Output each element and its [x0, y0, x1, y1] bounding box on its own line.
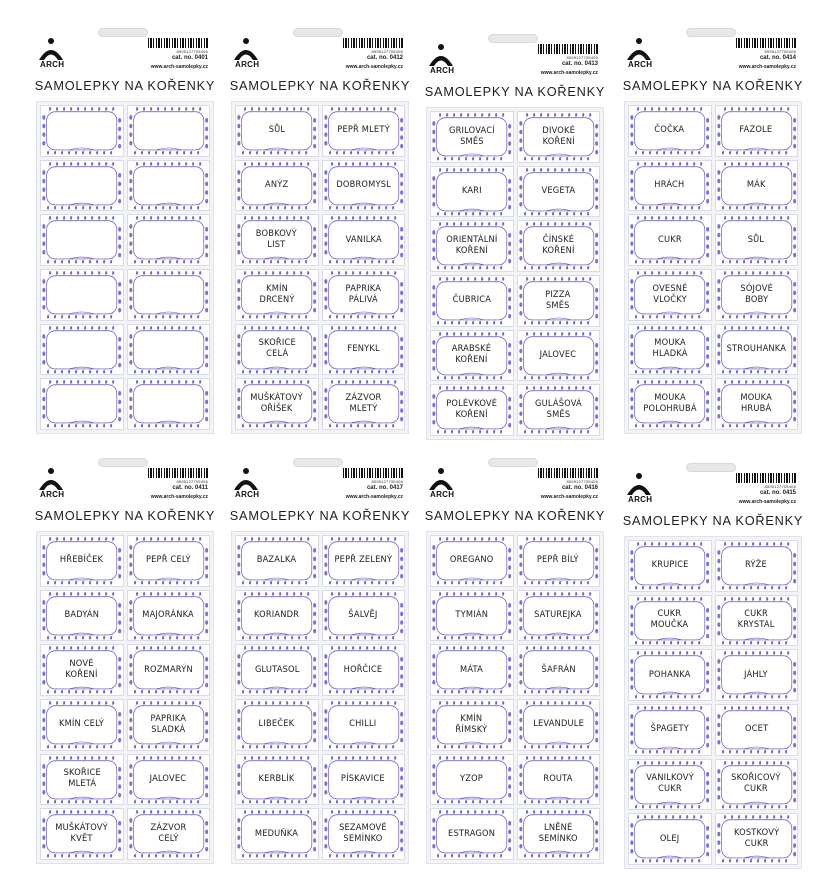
- spice-label: [715, 269, 799, 321]
- spice-label: [517, 754, 601, 806]
- barcode: [148, 468, 208, 478]
- spice-label: [517, 808, 601, 860]
- label-text: FAZOLE: [739, 125, 773, 136]
- spice-label: [430, 699, 514, 751]
- brand-name: ARCH: [430, 490, 455, 499]
- label-board: [624, 536, 802, 869]
- label-board: [426, 107, 604, 440]
- barcode-number: 8595127705406: [371, 479, 403, 484]
- label-text: ORIENTÁLNÍ KOŘENÍ: [446, 235, 498, 257]
- lavender-frame: [128, 270, 210, 320]
- label-text: CUKR: [657, 234, 682, 245]
- label-text: ARABSKÉ KOŘENÍ: [451, 344, 492, 366]
- sheet-title: SAMOLEPKY NA KOŘENKY: [229, 78, 411, 93]
- spice-label: [430, 166, 514, 218]
- spice-label: [235, 214, 319, 266]
- catalog-number: cat. no. 0401: [171, 55, 208, 61]
- spice-label: [322, 378, 406, 430]
- lavender-frame: [128, 106, 210, 156]
- hang-hole: [98, 458, 148, 467]
- label-text: KMÍN CELÝ: [59, 719, 105, 730]
- spice-label: [715, 324, 799, 376]
- label-text: KMÍN ŘÍMSKÝ: [455, 713, 488, 735]
- spice-label: [40, 214, 124, 266]
- spice-label: [517, 166, 601, 218]
- label-text: BAZALKA: [256, 555, 297, 566]
- hang-hole: [686, 28, 736, 37]
- spice-label: [40, 535, 124, 587]
- spice-label: [430, 275, 514, 327]
- spice-label: [235, 535, 319, 587]
- lavender-frame: [128, 325, 210, 375]
- lavender-frame: [41, 270, 123, 320]
- sticker-sheet: [618, 453, 808, 873]
- sheet-header: [225, 448, 415, 530]
- label-text: SÓJOVÉ BOBY: [739, 283, 773, 305]
- spice-label: [40, 378, 124, 430]
- label-text: VEGETA: [541, 185, 576, 196]
- barcode-number: 8595127705406: [371, 49, 403, 54]
- sheet-header: [618, 453, 808, 535]
- sticker-sheet: [420, 24, 610, 444]
- sheet-title: SAMOLEPKY NA KOŘENKY: [622, 513, 804, 528]
- label-text: JALOVEC: [539, 349, 577, 360]
- label-text: KOSTKOVÝ CUKR: [733, 828, 779, 850]
- label-text: OCET: [744, 724, 768, 735]
- barcode: [538, 468, 598, 478]
- lavender-frame: [41, 325, 123, 375]
- spice-label: [322, 214, 406, 266]
- sheet-title: SAMOLEPKY NA KOŘENKY: [34, 508, 216, 523]
- label-text: HOŘČICE: [343, 664, 383, 675]
- label-text: BADYÁN: [64, 609, 100, 620]
- spice-label: [715, 649, 799, 701]
- label-text: ČUBRICA: [452, 295, 491, 306]
- hang-hole: [488, 458, 538, 467]
- label-board: [231, 531, 409, 864]
- sticker-sheet: [30, 448, 220, 868]
- spice-label: [628, 160, 712, 212]
- sheet-header: [30, 18, 220, 100]
- brand-name: ARCH: [40, 490, 65, 499]
- label-board: [36, 531, 214, 864]
- spice-label: [235, 160, 319, 212]
- sheet-header: [618, 18, 808, 100]
- label-text: OREGANO: [449, 555, 494, 566]
- sheet-title: SAMOLEPKY NA KOŘENKY: [622, 78, 804, 93]
- label-text: GULÁŠOVÁ SMĚS: [534, 399, 582, 421]
- label-text: SATUREJKA: [534, 609, 583, 620]
- catalog-number: cat. no. 0411: [172, 485, 208, 491]
- spice-label: [430, 330, 514, 382]
- label-text: VANILKA: [345, 234, 382, 245]
- barcode: [736, 473, 796, 483]
- label-text: PEPŘ BÍLÝ: [537, 555, 580, 566]
- spice-label: [40, 590, 124, 642]
- spice-label: [127, 214, 211, 266]
- brand-name: ARCH: [235, 60, 260, 69]
- spice-label: [40, 324, 124, 376]
- label-text: MOUKA HLADKÁ: [652, 338, 688, 360]
- label-text: HRÁCH: [654, 179, 685, 190]
- brand-name: ARCH: [40, 60, 65, 69]
- spice-label: [715, 214, 799, 266]
- spice-label: [235, 590, 319, 642]
- label-text: MÁTA: [460, 664, 484, 675]
- label-text: ŠALVĚJ: [348, 609, 378, 620]
- label-text: MUŠKÁTOVÝ OŘÍŠEK: [250, 393, 304, 415]
- sheet-title: SAMOLEPKY NA KOŘENKY: [424, 84, 606, 99]
- spice-label: [430, 644, 514, 696]
- label-text: KARI: [461, 185, 482, 196]
- label-text: ČÍNSKÉ KOŘENÍ: [542, 235, 575, 257]
- brand-name: ARCH: [430, 66, 455, 75]
- label-text: DOBROMYSL: [335, 179, 391, 190]
- label-text: KMÍN DRCENÝ: [259, 283, 295, 305]
- label-text: CUKR KRYSTAL: [737, 609, 775, 631]
- sticker-sheet: [618, 18, 808, 438]
- lavender-frame: [128, 161, 210, 211]
- label-text: STROUHANKA: [726, 343, 787, 354]
- spice-label: [628, 649, 712, 701]
- label-text: PEPŘ MLETÝ: [336, 125, 390, 136]
- catalog-number: cat. no. 0412: [366, 55, 403, 61]
- spice-label: [628, 105, 712, 157]
- label-text: ZÁZVOR CELÝ: [150, 823, 187, 845]
- spice-label: [322, 535, 406, 587]
- label-text: MÁK: [746, 179, 766, 190]
- barcode-number: 8595127705406: [566, 55, 598, 60]
- spice-label: [517, 220, 601, 272]
- label-text: FENYKL: [347, 343, 380, 354]
- label-text: LEVANDULE: [532, 719, 584, 730]
- spice-label: [235, 754, 319, 806]
- spice-label: [322, 754, 406, 806]
- label-text: JALOVEC: [149, 773, 187, 784]
- spice-label: [322, 269, 406, 321]
- label-text: DIVOKÉ KOŘENÍ: [541, 125, 575, 147]
- spice-label: [430, 535, 514, 587]
- spice-label: [715, 759, 799, 811]
- sheet-title: SAMOLEPKY NA KOŘENKY: [34, 78, 216, 93]
- spice-label: [715, 160, 799, 212]
- label-text: CHILLI: [349, 719, 377, 730]
- spice-label: [628, 214, 712, 266]
- hang-hole: [488, 34, 538, 43]
- spice-label: [715, 378, 799, 430]
- spice-label: [322, 324, 406, 376]
- label-text: SŮL: [268, 125, 285, 136]
- label-text: MUŠKÁTOVÝ KVĚT: [55, 823, 109, 845]
- spice-label: [517, 275, 601, 327]
- spice-label: [127, 535, 211, 587]
- barcode-number: 8595127705406: [176, 479, 208, 484]
- label-text: SKOŘICE MLETÁ: [63, 768, 101, 790]
- spice-label: [628, 540, 712, 592]
- brand-name: ARCH: [235, 490, 260, 499]
- hang-hole: [686, 463, 736, 472]
- label-text: ROUTA: [543, 773, 573, 784]
- label-text: GRILOVACÍ SMĚS: [448, 125, 495, 147]
- label-text: ROZMARÝN: [143, 664, 193, 675]
- label-text: POLÉVKOVÉ KOŘENÍ: [446, 399, 498, 421]
- sticker-sheet: [225, 18, 415, 438]
- label-text: OLEJ: [659, 833, 680, 844]
- spice-label: [235, 644, 319, 696]
- label-text: MOUKA POLOHRUBÁ: [643, 393, 697, 415]
- website: www.arch-samolepky.cz: [345, 64, 403, 70]
- catalog-number: cat. no. 0416: [561, 485, 598, 491]
- spice-label: [40, 808, 124, 860]
- label-text: CUKR MOUČKA: [650, 609, 689, 631]
- lavender-frame: [128, 215, 210, 265]
- spice-label: [127, 105, 211, 157]
- catalog-number: cat. no. 0415: [759, 490, 796, 496]
- spice-label: [322, 105, 406, 157]
- spice-label: [40, 754, 124, 806]
- label-text: SEZAMOVÉ SEMÍNKO: [339, 823, 388, 845]
- label-text: MAJORÁNKA: [142, 609, 195, 620]
- sticker-sheet: [30, 18, 220, 438]
- barcode-number: 8595127705406: [764, 484, 796, 489]
- spice-label: [517, 699, 601, 751]
- label-text: RÝŽE: [745, 560, 768, 571]
- label-text: YZOP: [460, 773, 484, 784]
- label-text: ČOČKA: [654, 125, 685, 136]
- label-text: SKOŘICE CELÁ: [258, 338, 296, 360]
- spice-label: [517, 111, 601, 163]
- label-board: [36, 101, 214, 434]
- spice-label: [715, 595, 799, 647]
- spice-label: [628, 813, 712, 865]
- website: www.arch-samolepky.cz: [150, 494, 208, 500]
- spice-label: [430, 808, 514, 860]
- spice-label: [127, 324, 211, 376]
- spice-label: [40, 160, 124, 212]
- sticker-sheet: [420, 448, 610, 868]
- label-text: ESTRAGON: [448, 828, 496, 839]
- lavender-frame: [41, 106, 123, 156]
- spice-label: [127, 808, 211, 860]
- spice-label: [517, 590, 601, 642]
- spice-label: [235, 105, 319, 157]
- label-text: PAPRIKA PÁLIVÁ: [345, 283, 382, 305]
- label-text: SKOŘICOVÝ CUKR: [731, 773, 781, 795]
- sheet-header: [420, 448, 610, 530]
- label-text: GLUTASOL: [254, 664, 300, 675]
- sheet-header: [225, 18, 415, 100]
- spice-label: [235, 808, 319, 860]
- website: www.arch-samolepky.cz: [345, 494, 403, 500]
- spice-label: [127, 699, 211, 751]
- label-text: VANILKOVÝ CUKR: [645, 773, 694, 795]
- barcode: [736, 38, 796, 48]
- label-board: [426, 531, 604, 864]
- lavender-frame: [41, 379, 123, 429]
- sheet-title: SAMOLEPKY NA KOŘENKY: [424, 508, 606, 523]
- label-text: KRUPICE: [651, 560, 689, 571]
- spice-label: [715, 540, 799, 592]
- label-text: LIBEČEK: [258, 719, 295, 730]
- barcode-number: 8595127705406: [764, 49, 796, 54]
- spice-label: [235, 269, 319, 321]
- label-text: KERBLÍK: [258, 773, 295, 784]
- label-board: [624, 101, 802, 434]
- catalog-number: cat. no. 0413: [561, 61, 598, 67]
- website: www.arch-samolepky.cz: [540, 70, 598, 76]
- label-text: LNĚNÉ SEMÍNKO: [538, 823, 578, 845]
- label-text: ŠPAGETY: [650, 724, 689, 735]
- lavender-frame: [128, 379, 210, 429]
- catalog-number: cat. no. 0414: [759, 55, 796, 61]
- spice-label: [235, 699, 319, 751]
- sheet-header: [420, 24, 610, 106]
- spice-label: [517, 535, 601, 587]
- label-text: BOBKOVÝ LIST: [256, 229, 298, 251]
- spice-label: [322, 699, 406, 751]
- spice-label: [127, 590, 211, 642]
- label-board: [231, 101, 409, 434]
- barcode-number: 8595127705406: [176, 49, 208, 54]
- sheet-header: [30, 448, 220, 530]
- spice-label: [40, 699, 124, 751]
- label-text: HŘEBÍČEK: [60, 555, 104, 566]
- brand-name: ARCH: [628, 495, 653, 504]
- spice-label: [127, 644, 211, 696]
- spice-label: [628, 378, 712, 430]
- spice-label: [628, 324, 712, 376]
- spice-label: [517, 330, 601, 382]
- label-text: KORIANDR: [254, 609, 300, 620]
- lavender-frame: [41, 161, 123, 211]
- barcode: [343, 38, 403, 48]
- label-text: SŮL: [747, 234, 765, 245]
- spice-label: [430, 384, 514, 436]
- label-text: OVESNÉ VLOČKY: [652, 283, 688, 305]
- lavender-frame: [41, 215, 123, 265]
- sticker-sheet: [225, 448, 415, 868]
- spice-label: [430, 220, 514, 272]
- spice-label: [322, 160, 406, 212]
- website: www.arch-samolepky.cz: [738, 499, 796, 505]
- spice-label: [235, 378, 319, 430]
- website: www.arch-samolepky.cz: [738, 64, 796, 70]
- spice-label: [517, 644, 601, 696]
- label-text: PAPRIKA SLADKÁ: [150, 713, 187, 735]
- label-text: PÍSKAVICE: [341, 773, 386, 784]
- spice-label: [715, 704, 799, 756]
- spice-label: [40, 269, 124, 321]
- spice-label: [127, 754, 211, 806]
- website: www.arch-samolepky.cz: [540, 494, 598, 500]
- label-text: PEPŘ ZELENÝ: [334, 555, 393, 566]
- spice-label: [322, 590, 406, 642]
- hang-hole: [293, 28, 343, 37]
- barcode: [343, 468, 403, 478]
- label-text: POHANKA: [648, 669, 691, 680]
- spice-label: [715, 813, 799, 865]
- barcode: [538, 44, 598, 54]
- hang-hole: [98, 28, 148, 37]
- spice-label: [715, 105, 799, 157]
- spice-label: [127, 378, 211, 430]
- sheet-title: SAMOLEPKY NA KOŘENKY: [229, 508, 411, 523]
- spice-label: [430, 111, 514, 163]
- label-text: MEDUŇKA: [255, 828, 299, 839]
- spice-label: [40, 644, 124, 696]
- spice-label: [235, 324, 319, 376]
- spice-label: [322, 808, 406, 860]
- spice-label: [628, 595, 712, 647]
- website: www.arch-samolepky.cz: [150, 64, 208, 70]
- barcode-number: 8595127705406: [566, 479, 598, 484]
- label-text: ŠAFRÁN: [541, 664, 576, 675]
- hang-hole: [293, 458, 343, 467]
- label-text: JÁHLY: [744, 669, 769, 680]
- label-text: MOUKA HRUBÁ: [740, 393, 773, 415]
- brand-name: ARCH: [628, 60, 653, 69]
- label-text: ZÁZVOR MLETÝ: [345, 393, 382, 415]
- label-text: PIZZA SMĚS: [545, 289, 571, 311]
- spice-label: [628, 759, 712, 811]
- label-text: NOVÉ KOŘENÍ: [65, 659, 98, 681]
- spice-label: [40, 105, 124, 157]
- label-text: ANÝZ: [265, 179, 289, 190]
- spice-label: [628, 269, 712, 321]
- spice-label: [127, 269, 211, 321]
- label-text: TYMIÁN: [455, 609, 489, 620]
- spice-label: [517, 384, 601, 436]
- spice-label: [430, 754, 514, 806]
- spice-label: [430, 590, 514, 642]
- label-text: PEPŘ CELÝ: [145, 555, 191, 566]
- spice-label: [628, 704, 712, 756]
- spice-label: [127, 160, 211, 212]
- spice-label: [322, 644, 406, 696]
- catalog-number: cat. no. 0417: [366, 485, 403, 491]
- barcode: [148, 38, 208, 48]
